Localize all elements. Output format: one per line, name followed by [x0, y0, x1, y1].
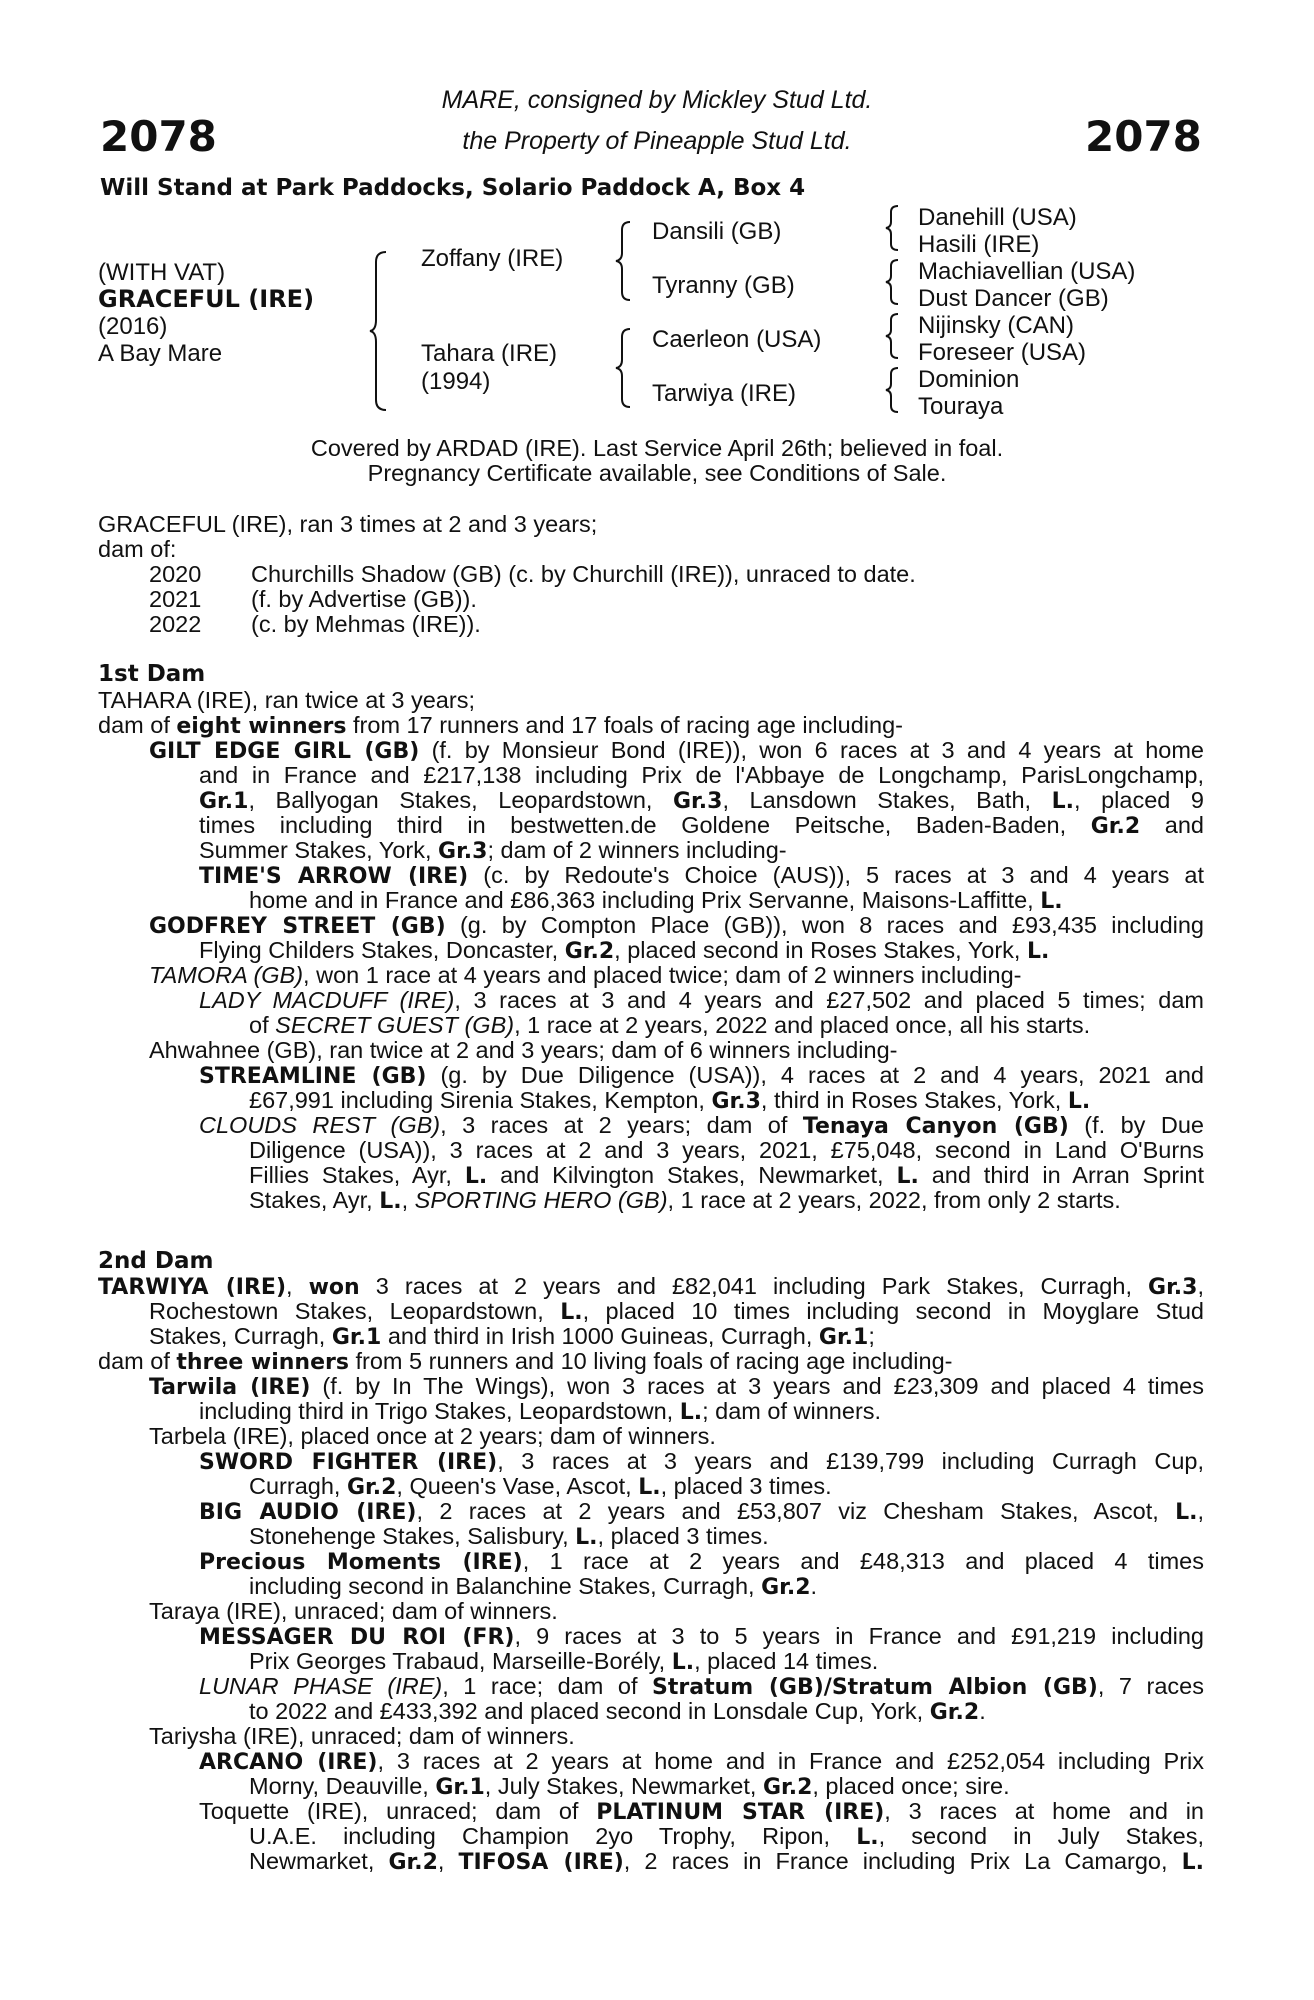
first-dam-line: dam of eight winners from 17 runners and 17 foals of racing age including- [98, 712, 903, 739]
lot-number-right: 2078 [1085, 112, 1202, 161]
sire-name: Zoffany (IRE) [421, 245, 564, 272]
first-dam-line: Stakes, Ayr, L., SPORTING HERO (GB), 1 race at 2 years, 2022, from only 2 starts. [249, 1187, 1121, 1214]
first-dam-line: Summer Stakes, York, Gr.3; dam of 2 winners including- [199, 837, 787, 864]
second-dam-line: Stakes, Curragh, Gr.1 and third in Irish 1000 Guineas, Curragh, Gr.1; [149, 1323, 875, 1350]
second-dam-line: Rochestown Stakes, Leopardstown, L., placed 10 times including second in Moyglare Stud [149, 1298, 1204, 1325]
sire-sire: Dansili (GB) [652, 218, 782, 245]
first-dam-line: Gr.1, Ballyogan Stakes, Leopardstown, Gr.3, Lansdown Stakes, Bath, L., placed 9 [199, 787, 1204, 814]
dam-sire: Caerleon (USA) [652, 326, 822, 353]
lot-number-left: 2078 [100, 112, 217, 161]
first-dam-line: TAMORA (GB), won 1 race at 4 years and placed twice; dam of 2 winners including- [149, 962, 1022, 988]
first-dam-line: Flying Childers Stakes, Doncaster, Gr.2, placed second in Roses Stakes, York, L. [199, 937, 1050, 964]
ped-sdd: Dust Dancer (GB) [918, 285, 1109, 312]
horse-name: GRACEFUL (IRE) [98, 285, 315, 313]
first-dam-line: and in France and £217,138 including Prix de l'Abbaye de Longchamp, ParisLongchamp, [199, 762, 1204, 788]
second-dam-line: TARWIYA (IRE), won 3 races at 2 years and £82,041 including Park Stakes, Curragh, Gr.3, [98, 1273, 1204, 1300]
horse-description: A Bay Mare [98, 340, 223, 367]
second-dam-heading: 2nd Dam [98, 1248, 214, 1274]
first-dam-line: STREAMLINE (GB) (g. by Due Diligence (USA)), 4 races at 2 and 4 years, 2021 and [199, 1062, 1204, 1089]
second-dam-line: Tariysha (IRE), unraced; dam of winners. [149, 1723, 575, 1749]
second-dam-line: including second in Balanchine Stakes, Curragh, Gr.2. [249, 1573, 818, 1600]
pedigree-brace-2 [884, 258, 902, 306]
produce-year: 2022 [149, 611, 202, 637]
second-dam-line: ARCANO (IRE), 3 races at 2 years at home and in France and £252,054 including Prix [199, 1748, 1204, 1775]
dam-dam: Tarwiya (IRE) [652, 380, 797, 407]
ped-dds: Dominion [918, 366, 1020, 393]
pedigree-brace-4 [884, 366, 902, 414]
dam-year: (1994) [421, 368, 491, 395]
stand-location: Will Stand at Park Paddocks, Solario Paddock A, Box 4 [100, 175, 806, 201]
second-dam-line: to 2022 and £433,392 and placed second in Lonsdale Cup, York, Gr.2. [249, 1698, 986, 1725]
first-dam-line: GILT EDGE GIRL (GB) (f. by Monsieur Bond (IRE)), won 6 races at 3 and 4 years at home [149, 737, 1204, 764]
first-dam-line: times including third in bestwetten.de Goldene Peitsche, Baden-Baden, Gr.2 and [199, 812, 1204, 839]
horse-year: (2016) [98, 313, 168, 340]
produce-year: 2021 [149, 586, 202, 612]
first-dam-line: Fillies Stakes, Ayr, L. and Kilvington Stakes, Newmarket, L. and third in Arran Sprint [249, 1162, 1204, 1189]
second-dam-line: Taraya (IRE), unraced; dam of winners. [149, 1598, 558, 1624]
ped-ddd: Touraya [918, 393, 1004, 420]
second-dam-line: Stonehenge Stakes, Salisbury, L., placed 3 times. [249, 1523, 769, 1550]
second-dam-line: Precious Moments (IRE), 1 race at 2 years and £48,313 and placed 4 times [199, 1548, 1204, 1575]
property-line: the Property of Pineapple Stud Ltd. [462, 127, 852, 155]
vat-note: (WITH VAT) [98, 259, 226, 286]
pedigree-brace-main [368, 250, 392, 412]
second-dam-line: Prix Georges Trabaud, Marseille-Borély, L., placed 14 times. [249, 1648, 879, 1675]
first-dam-line: £67,991 including Sirenia Stakes, Kempton, Gr.3, third in Roses Stakes, York, L. [249, 1087, 1091, 1114]
dam-name: Tahara (IRE) [421, 340, 558, 367]
covered-line-2: Pregnancy Certificate available, see Conditions of Sale. [367, 460, 947, 486]
covered-line-1: Covered by ARDAD (IRE). Last Service April 26th; believed in foal. [310, 435, 1004, 461]
second-dam-line: including third in Trigo Stakes, Leopardstown, L.; dam of winners. [199, 1398, 882, 1425]
ped-sss: Danehill (USA) [918, 204, 1077, 231]
second-dam-line: Tarbela (IRE), placed once at 2 years; dam of winners. [149, 1423, 716, 1449]
produce-text: Churchills Shadow (GB) (c. by Churchill (IRE)), unraced to date. [251, 561, 916, 587]
pedigree-brace-dam [614, 327, 634, 409]
second-dam-line: SWORD FIGHTER (IRE), 3 races at 3 years and £139,799 including Curragh Cup, [199, 1448, 1204, 1475]
second-dam-line: Curragh, Gr.2, Queen's Vase, Ascot, L., placed 3 times. [249, 1473, 832, 1500]
pedigree-brace-sire [614, 220, 634, 302]
second-dam-line: Toquette (IRE), unraced; dam of PLATINUM STAR (IRE), 3 races at home and in [199, 1798, 1204, 1825]
second-dam-line: MESSAGER DU ROI (FR), 9 races at 3 to 5 years in France and £91,219 including [199, 1623, 1204, 1650]
second-dam-line: Newmarket, Gr.2, TIFOSA (IRE), 2 races in France including Prix La Camargo, L. [249, 1848, 1204, 1875]
second-dam-line: Tarwila (IRE) (f. by In The Wings), won 3 races at 3 years and £23,309 and placed 4 times [149, 1373, 1204, 1400]
first-dam-line: TAHARA (IRE), ran twice at 3 years; [98, 687, 475, 713]
second-dam-line: LUNAR PHASE (IRE), 1 race; dam of Stratum (GB)/Stratum Albion (GB), 7 races [199, 1673, 1204, 1700]
produce-text: (f. by Advertise (GB)). [251, 586, 477, 612]
second-dam-line: U.A.E. including Champion 2yo Trophy, Ripon, L., second in July Stakes, [249, 1823, 1204, 1850]
second-dam-line: Morny, Deauville, Gr.1, July Stakes, Newmarket, Gr.2, placed once; sire. [249, 1773, 1010, 1800]
pedigree-brace-3 [884, 312, 902, 360]
ped-ssd: Hasili (IRE) [918, 231, 1040, 258]
first-dam-line: Diligence (USA)), 3 races at 2 and 3 years, 2021, £75,048, second in Land O'Burns [249, 1137, 1204, 1163]
ped-sds: Machiavellian (USA) [918, 258, 1136, 285]
produce-text: (c. by Mehmas (IRE)). [251, 611, 481, 637]
first-dam-line: TIME'S ARROW (IRE) (c. by Redoute's Choice (AUS)), 5 races at 3 and 4 years at [199, 862, 1204, 889]
ped-dss: Nijinsky (CAN) [918, 312, 1074, 339]
first-dam-line: LADY MACDUFF (IRE), 3 races at 3 and 4 years and £27,502 and placed 5 times; dam [199, 987, 1204, 1013]
first-dam-heading: 1st Dam [98, 661, 206, 687]
first-dam-line: GODFREY STREET (GB) (g. by Compton Place (GB)), won 8 races and £93,435 including [149, 912, 1204, 939]
sire-dam: Tyranny (GB) [652, 272, 795, 299]
first-dam-line: CLOUDS REST (GB), 3 races at 2 years; dam of Tenaya Canyon (GB) (f. by Due [199, 1112, 1204, 1139]
intro-line-2: dam of: [98, 536, 177, 562]
second-dam-line: BIG AUDIO (IRE), 2 races at 2 years and £53,807 viz Chesham Stakes, Ascot, L., [199, 1498, 1204, 1525]
first-dam-line: home and in France and £86,363 including Prix Servanne, Maisons-Laffitte, L. [249, 887, 1063, 914]
first-dam-line: Ahwahnee (GB), ran twice at 2 and 3 years; dam of 6 winners including- [149, 1037, 898, 1063]
produce-year: 2020 [149, 561, 202, 587]
consignor-line: MARE, consigned by Mickley Stud Ltd. [441, 86, 873, 114]
pedigree-brace-1 [884, 204, 902, 252]
second-dam-line: dam of three winners from 5 runners and 10 living foals of racing age including- [98, 1348, 953, 1375]
intro-line-1: GRACEFUL (IRE), ran 3 times at 2 and 3 years; [98, 511, 598, 537]
ped-dsd: Foreseer (USA) [918, 339, 1087, 366]
first-dam-line: of SECRET GUEST (GB), 1 race at 2 years, 2022 and placed once, all his starts. [249, 1012, 1091, 1038]
